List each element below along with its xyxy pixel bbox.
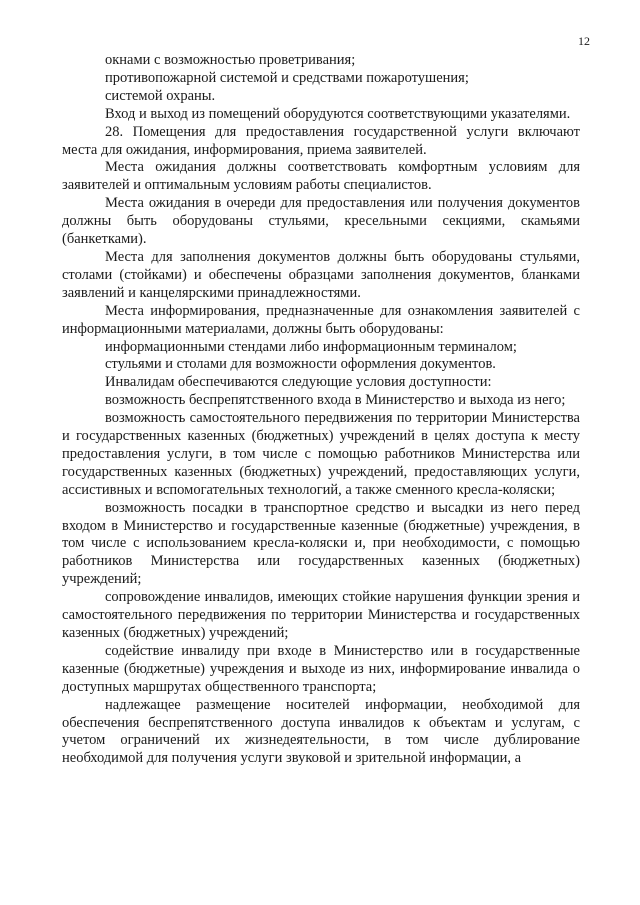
- paragraph: Места ожидания в очереди для предоставления или получения документов должны быть оборудованы стульями, кресельными секциями, скамьями (банкетками).: [62, 195, 580, 248]
- paragraph: системой охраны.: [105, 87, 216, 104]
- paragraph: Места информирования, предназначенные для ознакомления заявителей с информационными материалами, должны быть оборудованы:: [62, 302, 580, 337]
- paragraph: возможность самостоятельного передвижения по территории Министерства и государственных казенных (бюджетных) учреждений в целях доступа к месту предоставления услуги, в том числе с помощью работников Министерства или государственных казенных (бюджетных) учреждений, предоставляющих услуги, ассистивных и вспомогательных технологий, а также сменного кресла-коляски;: [62, 410, 580, 498]
- document-body: [62, 52, 580, 768]
- paragraph: окнами с возможностью проветривания;: [105, 52, 356, 68]
- paragraph: 28. Помещения для предоставления государственной услуги включают места для ожидания, информирования, приема заявителей.: [62, 123, 580, 158]
- paragraph: противопожарной системой и средствами пожаротушения;: [105, 69, 469, 86]
- paragraph: Инвалидам обеспечиваются следующие условия доступности:: [105, 374, 492, 391]
- paragraph: содействие инвалиду при входе в Министерство или в государственные казенные (бюджетные) учреждения и выходе из них, информирование инвалида о доступных маршрутах общественного транспорта;: [62, 642, 580, 695]
- page-number: 12: [578, 34, 590, 48]
- paragraph: возможность беспрепятственного входа в Министерство и выхода из него;: [105, 392, 566, 409]
- paragraph: стульями и столами для возможности оформления документов.: [105, 356, 496, 373]
- paragraph: Места ожидания должны соответствовать комфортным условиям для заявителей и оптимальным условиям работы специалистов.: [62, 159, 580, 194]
- paragraph: возможность посадки в транспортное средство и высадки из него перед входом в Министерство и государственные казенные (бюджетные) учреждения, в том числе с использованием кресла-коляски и, при необходимости, с помощью работников Министерства или государственных казенных (бюджетных) учреждений;: [62, 499, 580, 588]
- paragraph: надлежащее размещение носителей информации, необходимой для обеспечения беспрепятственного доступа инвалидов к объектам и услугам, с учетом ограничений их жизнедеятельности, в том числе дублирование необходимой для получения услуги звуковой и зрительной информации, а: [62, 696, 580, 767]
- paragraph: сопровождение инвалидов, имеющих стойкие нарушения функции зрения и самостоятельного передвижения по территории Министерства и государственных казенных (бюджетных) учреждений;: [62, 589, 580, 641]
- paragraph: Вход и выход из помещений оборудуются соответствующими указателями.: [105, 105, 571, 122]
- paragraph: Места для заполнения документов должны быть оборудованы стульями, столами (стойками) и обеспечены образцами заполнения документов, бланками заявлений и канцелярскими принадлежностями.: [62, 248, 580, 301]
- paragraph: информационными стендами либо информационным терминалом;: [105, 338, 517, 355]
